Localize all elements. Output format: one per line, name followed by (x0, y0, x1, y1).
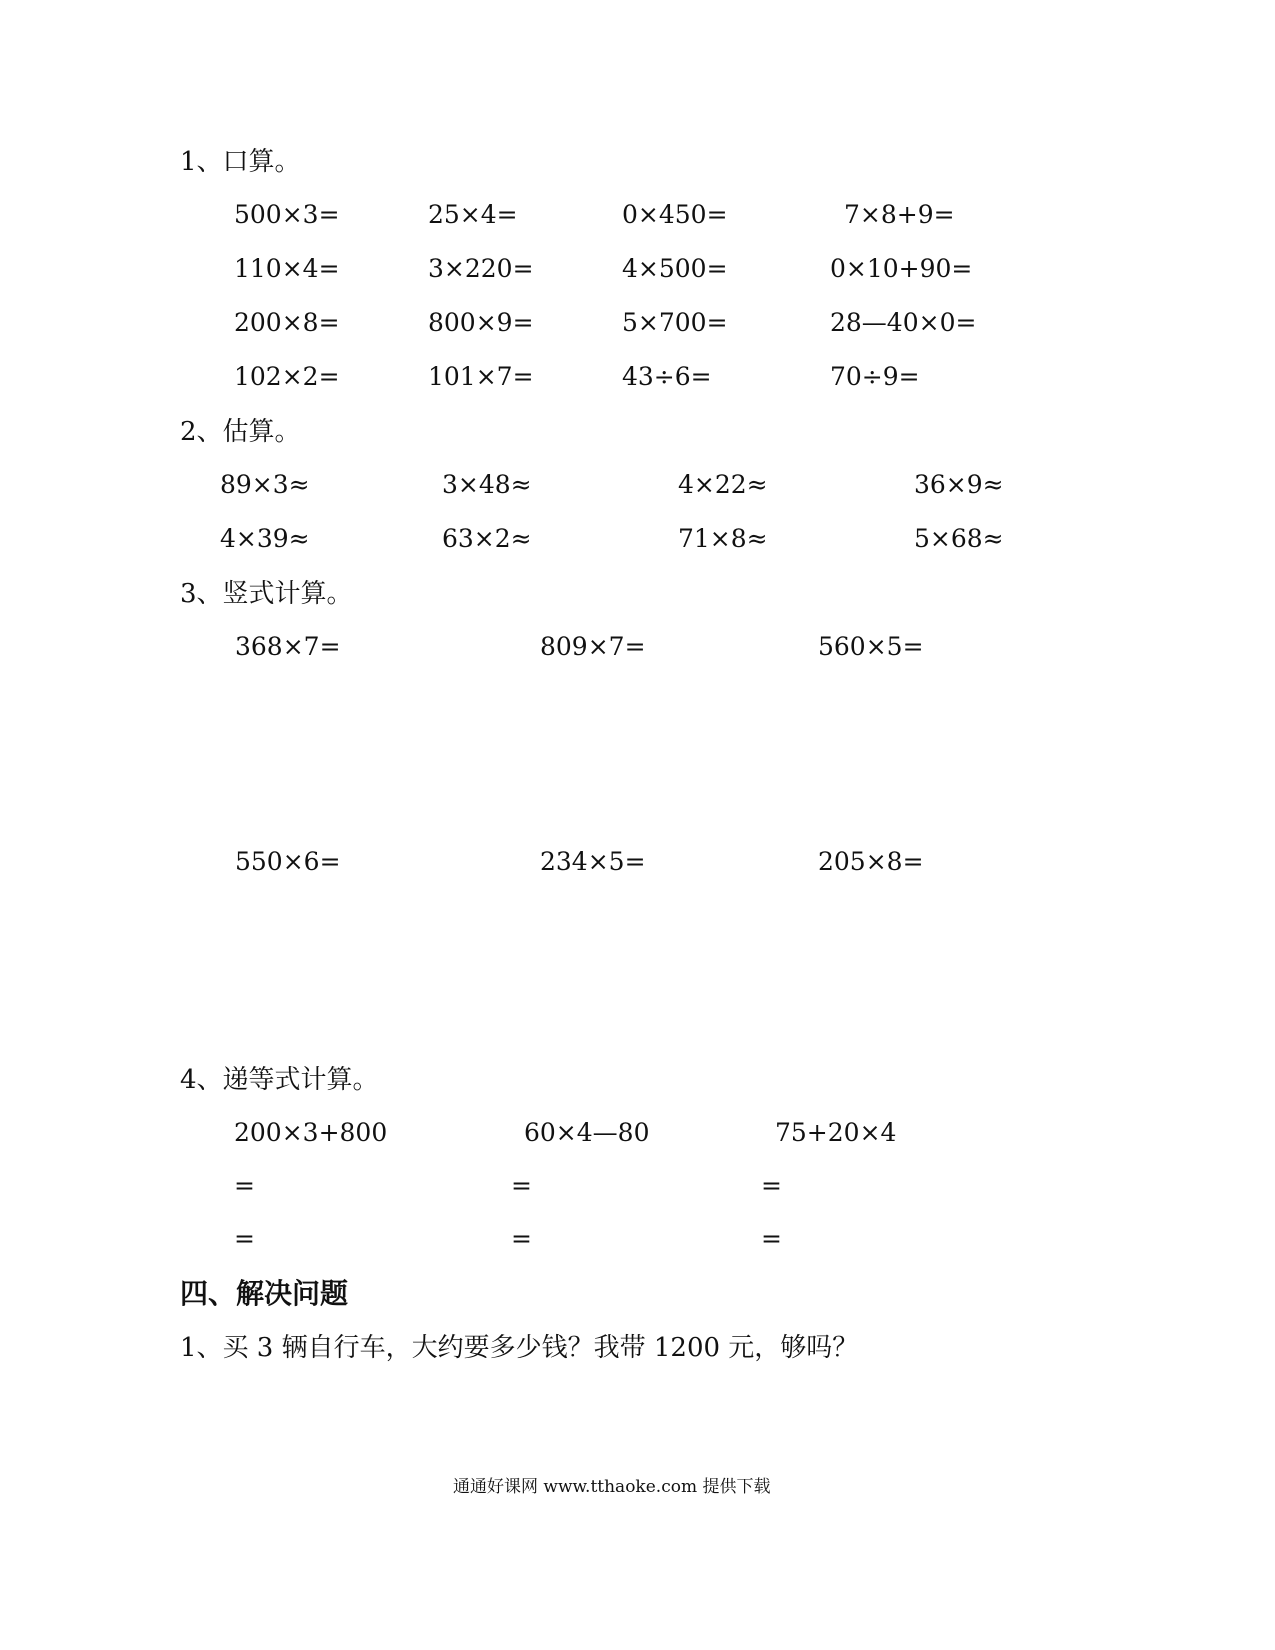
estimate-item: 4×22≈ (678, 470, 768, 499)
vertical-calc-item: 550×6= (235, 847, 341, 876)
oral-item: 25×4= (428, 200, 518, 229)
section-4-heading: 4、递等式计算。 (180, 1065, 379, 1095)
oral-item: 70÷9= (830, 362, 920, 391)
step-calc-expression: 75+20×4 (775, 1118, 897, 1147)
oral-item: 102×2= (234, 362, 340, 391)
oral-item: 0×10+90= (830, 254, 973, 283)
oral-item: 28—40×0= (830, 308, 977, 337)
oral-item: 5×700= (622, 308, 728, 337)
estimate-item: 4×39≈ (220, 524, 310, 553)
vertical-calc-item: 560×5= (818, 632, 924, 661)
step-calc-expression: 200×3+800 (234, 1118, 388, 1147)
step-equals: = (234, 1171, 255, 1200)
oral-item: 0×450= (622, 200, 728, 229)
step-equals: = (511, 1171, 532, 1200)
step-equals: = (234, 1224, 255, 1253)
section-1-heading: 1、口算。 (180, 147, 301, 177)
estimate-item: 89×3≈ (220, 470, 310, 499)
estimate-item: 63×2≈ (442, 524, 532, 553)
part-4-heading: 四、解决问题 (180, 1277, 349, 1310)
step-equals: = (761, 1224, 782, 1253)
oral-item: 43÷6= (622, 362, 712, 391)
section-2-heading: 2、估算。 (180, 417, 301, 447)
estimate-item: 71×8≈ (678, 524, 768, 553)
oral-item: 3×220= (428, 254, 534, 283)
vertical-calc-item: 205×8= (818, 847, 924, 876)
step-equals: = (761, 1171, 782, 1200)
vertical-calc-item: 368×7= (235, 632, 341, 661)
vertical-calc-item: 809×7= (540, 632, 646, 661)
oral-item: 500×3= (234, 200, 340, 229)
estimate-item: 3×48≈ (442, 470, 532, 499)
step-calc-expression: 60×4—80 (524, 1118, 650, 1147)
page-footer: 通通好课网 www.tthaoke.com 提供下载 (453, 1477, 771, 1497)
oral-item: 4×500= (622, 254, 728, 283)
problem-1-text: 1、买 3 辆自行车，大约要多少钱？我带 1200 元，够吗？ (180, 1333, 859, 1363)
oral-item: 800×9= (428, 308, 534, 337)
oral-item: 200×8= (234, 308, 340, 337)
section-3-heading: 3、竖式计算。 (180, 579, 353, 609)
step-equals: = (511, 1224, 532, 1253)
estimate-item: 5×68≈ (914, 524, 1004, 553)
oral-item: 101×7= (428, 362, 534, 391)
oral-item: 110×4= (234, 254, 340, 283)
vertical-calc-item: 234×5= (540, 847, 646, 876)
oral-item: 7×8+9= (844, 200, 955, 229)
estimate-item: 36×9≈ (914, 470, 1004, 499)
